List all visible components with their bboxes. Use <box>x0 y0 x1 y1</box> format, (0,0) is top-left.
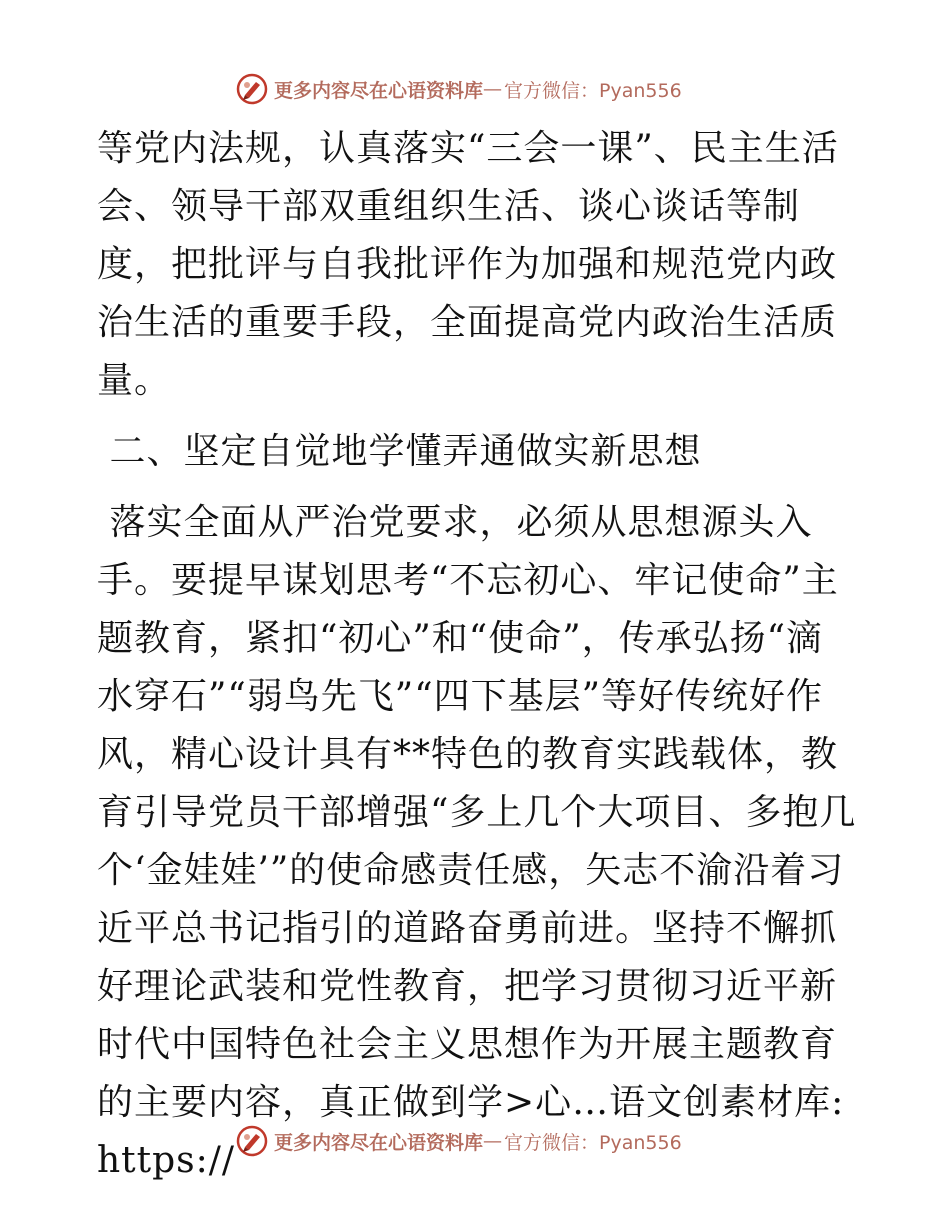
paragraph-2: 落实全面从严治党要求，必须从思想源头入手。要提早谋划思考“不忘初心、牢记使命”主题教育，紧扣“初心”和“使命”，传承弘扬“滴水穿石”“弱鸟先飞”“四下基层”等好传统好作风，精心设计具有**特色的教育实践载体，教育引导党员干部增强“多上几个大项目、多抱几个‘金娃娃’”的使命感责任感，矢志不渝沿着习近平总书记指引的道路奋勇前进。坚持不懈抓好理论武装和党性教育，把学习贯彻习近平新时代中国特色社会主义思想作为开展主题教育的主要内容，真正做到学>心…语文创素材库: https:// <box>97 502 857 1181</box>
banner-wechat-text: 官方微信：Pyan556 <box>504 79 682 102</box>
header-banner <box>236 72 682 106</box>
banner-brand-text: 更多内容尽在心语资料库 <box>274 1131 484 1154</box>
section-heading: 二、坚定自觉地学懂弄通做实新思想 <box>97 431 702 472</box>
banner-separator: — <box>483 1130 503 1152</box>
pen-heart-logo-icon <box>236 1125 268 1157</box>
pen-heart-logo-icon <box>236 73 268 105</box>
document-body <box>97 120 857 1190</box>
banner-wechat-text: 官方微信：Pyan556 <box>504 1131 682 1154</box>
banner-brand-text: 更多内容尽在心语资料库 <box>274 79 484 102</box>
banner-separator: — <box>483 78 503 100</box>
footer-banner <box>236 1124 682 1158</box>
paragraph-1: 等党内法规，认真落实“三会一课”、民主生活会、领导干部双重组织生活、谈心谈话等制度，把批评与自我批评作为加强和规范党内政治生活的重要手段，全面提高党内政治生活质量。 <box>97 128 839 401</box>
